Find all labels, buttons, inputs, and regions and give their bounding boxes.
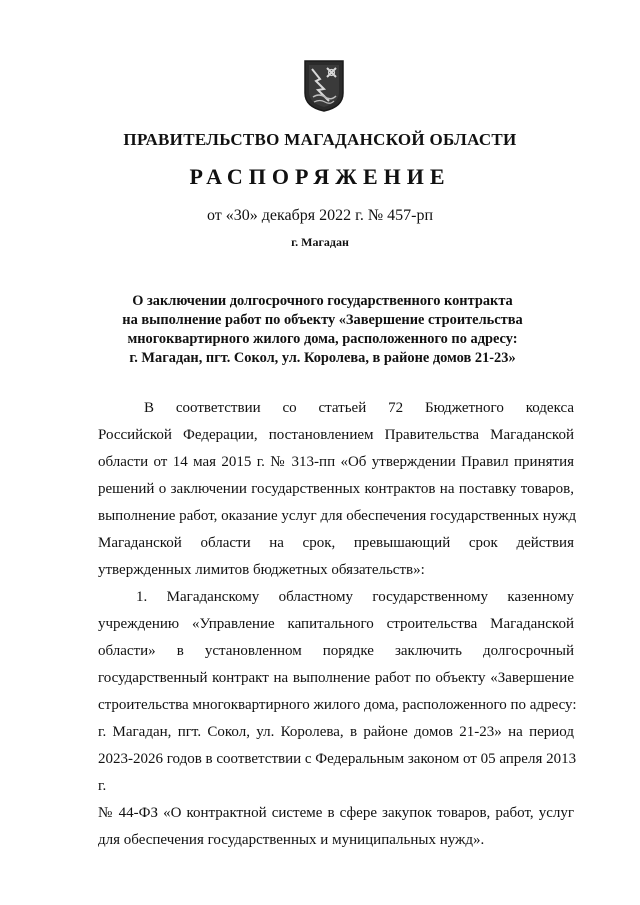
document-type: РАСПОРЯЖЕНИЕ (189, 164, 451, 189)
heading-line: О заключении долгосрочного государственного контракта (132, 293, 513, 309)
body-line: утвержденных лимитов бюджетных обязательств»: (98, 562, 425, 578)
document-city: г. Магадан (291, 235, 349, 249)
body-line: области» в установленном порядке заключить долгосрочный (98, 643, 574, 659)
body-line: Российской Федерации, постановлением Правительства Магаданской (98, 427, 574, 443)
body-line: 2023-2026 годов в соответствии с Федеральным законом от 05 апреля 2013 (98, 751, 577, 767)
body-line: решений о заключении государственных контрактов на поставку товаров, (98, 481, 574, 497)
body-line: строительства многоквартирного жилого дома, расположенного по адресу: (98, 697, 577, 713)
body-line: государственный контракт на выполнение работ по объекту «Завершение (98, 670, 574, 686)
government-title: ПРАВИТЕЛЬСТВО МАГАДАНСКОЙ ОБЛАСТИ (123, 130, 517, 149)
coat-of-arms-icon (303, 59, 345, 113)
body-line: г. (98, 778, 107, 794)
body-line: выполнение работ, оказание услуг для обеспечения государственных нужд (98, 508, 577, 524)
heading-line: многоквартирного жилого дома, расположенного по адресу: (127, 331, 518, 347)
body-line: В соответствии со статьей 72 Бюджетного кодекса (144, 400, 574, 416)
document-date-number: от «30» декабря 2022 г. № 457-рп (206, 207, 434, 224)
body-line: для обеспечения государственных и муниципальных нужд». (98, 832, 485, 848)
body-line: № 44-ФЗ «О контрактной системе в сфере закупок товаров, работ, услуг (98, 805, 574, 821)
heading-line: г. Магадан, пгт. Сокол, ул. Королева, в районе домов 21-23» (129, 350, 516, 366)
body-line: области от 14 мая 2015 г. № 313-пп «Об утверждении Правил принятия (98, 454, 574, 470)
body-line: 1. Магаданскому областному государственному казенному (136, 589, 574, 605)
document-body (98, 395, 577, 854)
body-line: Магаданской области на срок, превышающий срок действия (98, 535, 574, 551)
body-line: г. Магадан, пгт. Сокол, ул. Королева, в районе домов 21-23» на период (98, 724, 574, 740)
document-heading (95, 292, 550, 368)
heading-line: на выполнение работ по объекту «Завершение строительства (122, 312, 523, 328)
body-line: учреждению «Управление капитального строительства Магаданской (98, 616, 574, 632)
